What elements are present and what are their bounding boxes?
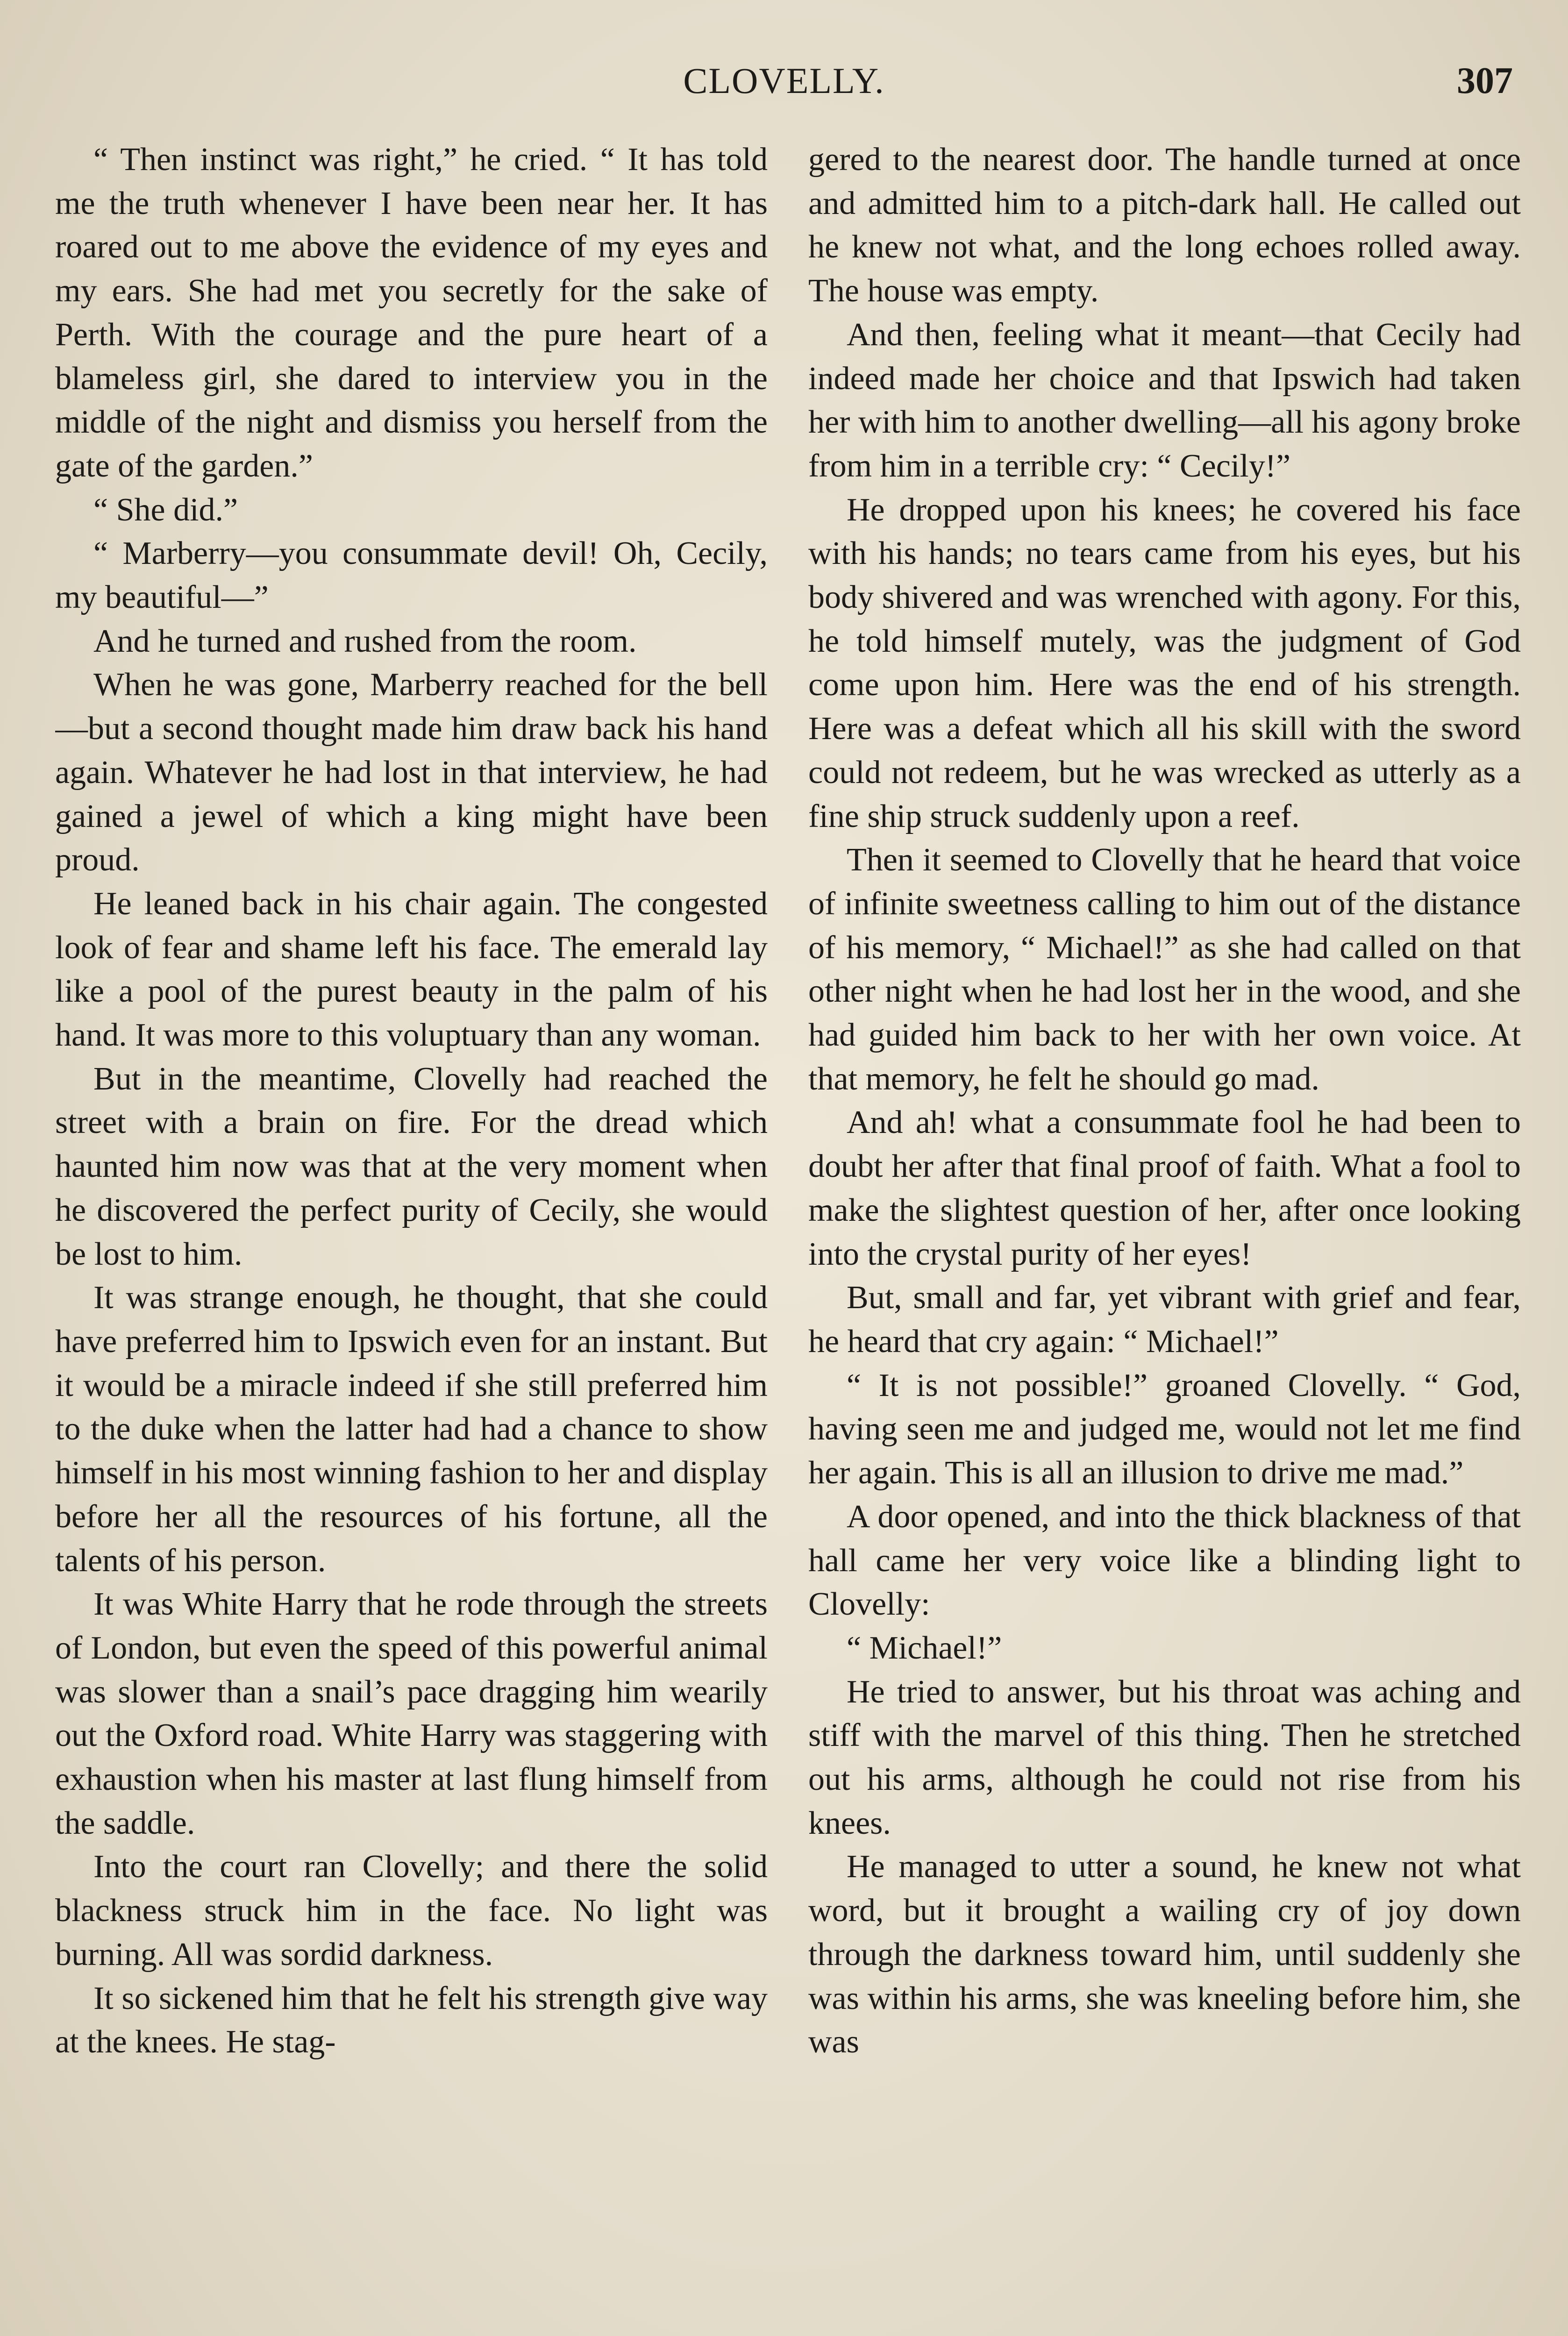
paragraph: And he turned and rushed from the room. [93,623,637,659]
paragraph: Then it seemed to Clovelly that he heard that voice of infinite sweetness calling to him out of the distance of his memory, “ Michael!” as she had called on that other night when he had lost her in the wood, and she had guided him back to her with her own voice. At that memory, he felt he should go mad. [808,842,1521,1097]
running-title: CLOVELLY. [683,60,885,101]
paragraph: But in the meantime, Clovelly had reached the street with a brain on fire. For the dread which haunted him now was that at the very moment when he discovered the perfect purity of Cecily, she would be lost to him. [55,1061,768,1272]
paragraph: It was White Harry that he rode through the streets of London, but even the speed of this powerful animal was slower than a snail’s pace dragging him wearily out the Oxford road. White Harry was staggering with exhaustion when his master at last flung himself from the saddle. [55,1586,768,1841]
paragraph: “ It is not possible!” groaned Clovelly. “ God, having seen me and judged me, would not let me find her again. This is all an illusion to drive me mad.” [808,1367,1521,1491]
paragraph: “ Marberry—you consummate devil! Oh, Cecily, my beautiful—” [55,535,768,616]
paragraph: It was strange enough, he thought, that she could have preferred him to Ipswich even for an instant. But it would be a miracle indeed if she still preferred him to the duke when the latter had had a chance to show himself in his most winning fashion to her and display before her all the resources of his fortune, all the talents of his person. [55,1280,768,1579]
paragraph: He tried to answer, but his throat was aching and stiff with the marvel of this thing. Then he stretched out his arms, although he could not rise from his knees. [808,1674,1521,1841]
paragraph: And then, feeling what it meant—that Cecily had indeed made her choice and that Ipswich had taken her with him to another dwelling—all his agony broke from him in a terrible cry: “ Cecily!” [808,316,1521,484]
paragraph: A door opened, and into the thick blackness of that hall came her very voice like a blinding light to Clovelly: [808,1498,1521,1623]
left-text-column [55,138,768,2336]
paragraph: He managed to utter a sound, he knew not what word, but it brought a wailing cry of joy down through the darkness toward him, until suddenly she was within his arms, she was kneeling before him, she was [808,1849,1521,2060]
paragraph: But, small and far, yet vibrant with grief and fear, he heard that cry again: “ Michael!” [808,1280,1521,1360]
paragraph: He leaned back in his chair again. The congested look of fear and shame left his face. The emerald lay like a pool of the purest beauty in the palm of his hand. It was more to this voluptuary than any woman. [55,885,768,1054]
running-head [0,55,1568,107]
paragraph: “ Michael!” [847,1630,1002,1666]
right-text-column [808,138,1521,2336]
paragraph: When he was gone, Marberry reached for the bell—but a second thought made him draw back his hand again. Whatever he had lost in that interview, he had gained a jewel of which a king might have been proud. [55,667,768,878]
paragraph: “ Then instinct was right,” he cried. “ It has told me the truth whenever I have been near her. It has roared out to me above the evidence of my eyes and my ears. She had met you secretly for the sake of Perth. With the courage and the pure heart of a blameless girl, she dared to interview you in the middle of the night and dismiss you herself from the gate of the garden.” [55,142,768,484]
paragraph: And ah! what a consummate fool he had been to doubt her after that final proof of faith. What a fool to make the slightest question of her, after once looking into the crystal purity of her eyes! [808,1104,1521,1272]
paragraph: “ She did.” [93,491,238,528]
paragraph: Into the court ran Clovelly; and there the solid blackness struck him in the face. No light was burning. All was sordid darkness. [55,1849,768,1973]
paragraph: He dropped upon his knees; he covered his face with his hands; no tears came from his eyes, but his body shivered and was wrenched with agony. For this, he told himself mutely, was the judgment of God come upon him. Here was the end of his strength. Here was a defeat which all his skill with the sword could not redeem, but he was wrecked as utterly as a fine ship struck suddenly upon a reef. [808,491,1521,834]
paragraph: gered to the nearest door. The handle turned at once and admitted him to a pitch-dark hall. He called out he knew not what, and the long echoes rolled away. The house was empty. [808,142,1521,309]
paragraph: It so sickened him that he felt his strength give way at the knees. He stag- [55,1980,768,2060]
page-number: 307 [1457,60,1513,101]
